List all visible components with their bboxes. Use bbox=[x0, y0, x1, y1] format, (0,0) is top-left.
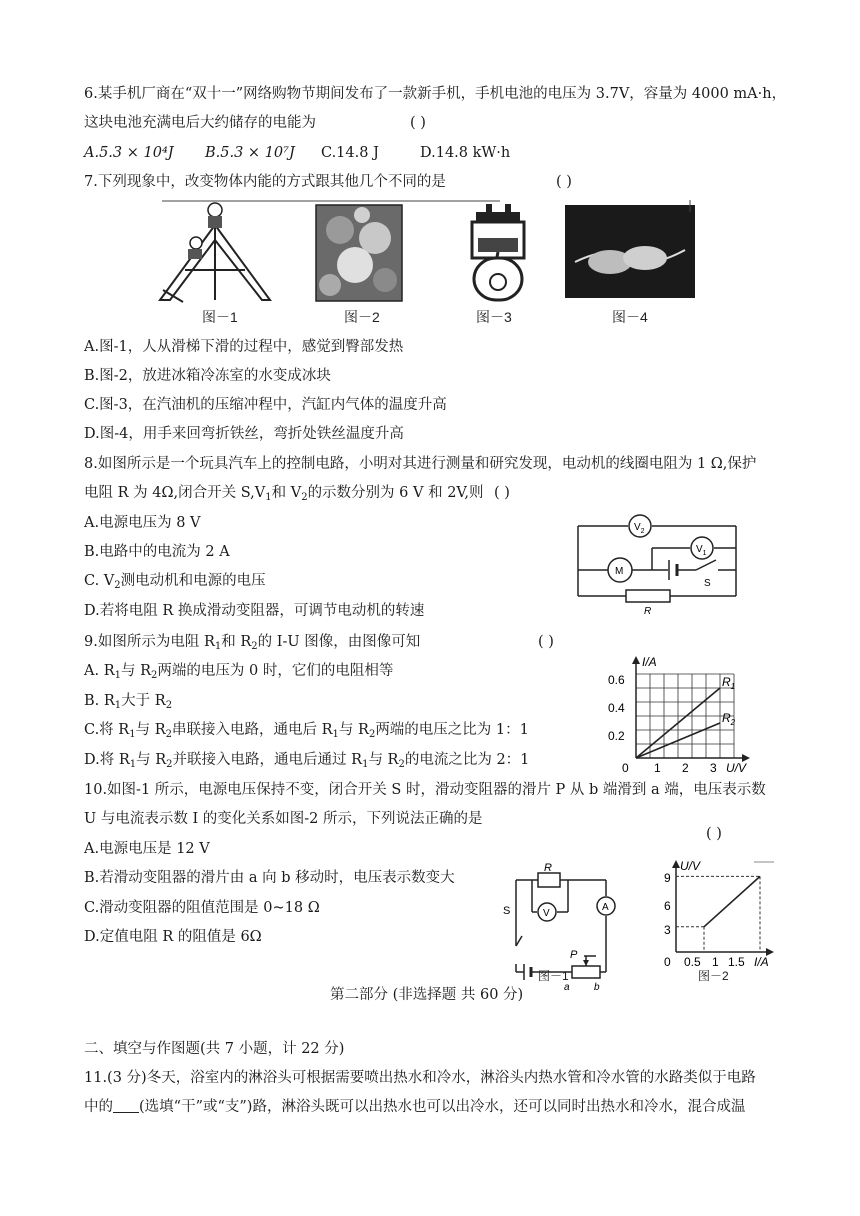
fig3-label: 图－3 bbox=[476, 309, 512, 325]
q9-y-tick-0.6: 0.6 bbox=[608, 673, 625, 687]
q10-y-tick-6: 6 bbox=[664, 899, 671, 913]
q11-stem-line2: 中的 (选填“干”或“支”)路，淋浴头既可以出热水也可以出冷水，还可以同时出热水和冷水，混合成温 bbox=[84, 1099, 746, 1115]
q10-option-a: A.电源电压是 12 V bbox=[84, 841, 210, 857]
q10-v-label: V bbox=[543, 908, 550, 919]
q9-option-a: A. $R_1$与 $R_2$两端的电压为 0 时，它们的电阻相等 bbox=[84, 663, 394, 681]
q7-answer-bracket: ( ) bbox=[556, 174, 572, 190]
q10-y-label: U/V bbox=[680, 859, 701, 873]
q10-end-a-label: a bbox=[564, 982, 570, 990]
q9-option-b: B. $R_1$大于 $R_2$ bbox=[84, 693, 173, 711]
q10-stem-line2: U 与电流表示数 I 的变化关系如图-2 所示，下列说法正确的是 bbox=[84, 811, 483, 827]
q8-stem-line1: 8.如图所示是一个玩具汽车上的控制电路，小明对其进行测量和研究发现，电动机的线圈电阻为 1 Ω,保护 bbox=[84, 456, 757, 472]
ice-figure bbox=[316, 205, 402, 301]
q10-resistor-symbol bbox=[538, 873, 560, 887]
q9-y-arrow bbox=[632, 656, 640, 664]
q8-answer-bracket: ( ) bbox=[494, 485, 510, 501]
fig4-label: 图－4 bbox=[612, 309, 648, 325]
q11-answer-blank[interactable] bbox=[113, 1098, 139, 1113]
q9-x-tick-3: 3 bbox=[710, 761, 717, 775]
q8-circuit-diagram bbox=[572, 510, 748, 618]
q9-stem: 9.如图所示为电阻 $R_1$和 $R_2$的 I-U 图像，由图像可知 bbox=[84, 634, 421, 652]
q10-a-label: A bbox=[602, 902, 609, 913]
q10-answer-bracket: ( ) bbox=[706, 826, 722, 842]
part2-title: 第二部分 (非选择题 共 60 分) bbox=[330, 987, 524, 1003]
q6-stem-line1: 6.某手机厂商在“双十一”网络购物节期间发布了一款新手机，手机电池的电压为 3.7V，容量为 4000 mA·h， bbox=[84, 86, 787, 102]
q10-origin: 0 bbox=[664, 955, 671, 968]
section2-title: 二、填空与作图题(共 7 小题，计 22 分) bbox=[84, 1041, 345, 1057]
q10-y-arrow bbox=[672, 860, 680, 868]
q10-stem-line1: 10.如图-1 所示，电源电压保持不变，闭合开关 S 时，滑动变阻器的滑片 P 从 b 端滑到 a 端，电压表示数 bbox=[84, 782, 766, 798]
q10-slider-arrow bbox=[583, 960, 589, 966]
fig1-label: 图－1 bbox=[202, 309, 238, 325]
q9-x-label: U/V bbox=[726, 761, 747, 775]
motor-label: M bbox=[615, 566, 624, 577]
q10-ui-segment bbox=[704, 876, 760, 926]
resistor-label: R bbox=[644, 606, 652, 617]
q10-y-tick-9: 9 bbox=[664, 871, 671, 885]
q7-option-a: A.图-1，人从滑梯下滑的过程中，感觉到臀部发热 bbox=[84, 339, 404, 355]
engine-figure bbox=[472, 204, 524, 300]
q6-stem-line2: 这块电池充满电后大约储存的电能为 bbox=[84, 115, 316, 131]
q8-option-d: D.若将电阻 R 换成滑动变阻器，可调节电动机的转速 bbox=[84, 603, 425, 619]
q9-option-d: D.将 $R_1$与 $R_2$并联接入电路，通电后通过 $R_1$与 $R_2$的电流之比为 2：1 bbox=[84, 752, 530, 770]
q7-option-c: C.图-3，在汽油机的压缩冲程中，汽缸内气体的温度升高 bbox=[84, 397, 447, 413]
q10-fig1-label: 图－1 bbox=[538, 969, 569, 983]
q10-ui-graph bbox=[648, 852, 798, 968]
q10-s-label: S bbox=[503, 905, 511, 917]
q6-option-c: C.14.8 J bbox=[321, 145, 379, 161]
q6-option-a: A.5.3 × 10⁴J bbox=[84, 145, 174, 161]
q9-iu-graph bbox=[592, 650, 762, 780]
switch-label: S bbox=[704, 578, 711, 589]
q10-r-label: R bbox=[544, 862, 552, 874]
q10-fig2-label: 图－2 bbox=[698, 969, 729, 983]
q10-x-tick-1.5: 1.5 bbox=[728, 955, 745, 968]
q10-x-label: I/A bbox=[754, 955, 769, 968]
q9-y-tick-0.4: 0.4 bbox=[608, 701, 625, 715]
wire-bending-figure bbox=[565, 200, 695, 298]
q10-x-tick-1: 1 bbox=[712, 955, 719, 968]
v2-label: $V_2$ bbox=[634, 522, 645, 535]
q8-option-c: C. $V_2$测电动机和电源的电压 bbox=[84, 573, 266, 591]
q9-x-tick-1: 1 bbox=[654, 761, 661, 775]
q7-stem: 7.下列现象中，改变物体内能的方式跟其他几个不同的是 bbox=[84, 174, 446, 190]
q9-origin: 0 bbox=[622, 761, 629, 775]
q10-option-d: D.定值电阻 R 的阻值是 6Ω bbox=[84, 929, 262, 945]
q9-y-tick-0.2: 0.2 bbox=[608, 729, 625, 743]
q9-answer-bracket: ( ) bbox=[538, 634, 554, 650]
q8-option-b: B.电路中的电流为 2 A bbox=[84, 544, 230, 560]
q9-r1-label: $R_1$ bbox=[722, 675, 736, 691]
q10-rheostat-symbol bbox=[572, 966, 600, 978]
q9-r2-label: $R_2$ bbox=[722, 711, 736, 727]
fig2-label: 图－2 bbox=[344, 309, 380, 325]
q10-option-c: C.滑动变阻器的阻值范围是 0~18 Ω bbox=[84, 900, 320, 916]
q10-end-b-label: b bbox=[594, 982, 600, 990]
q9-option-c: C.将 $R_1$与 $R_2$串联接入电路，通电后 $R_1$与 $R_2$两端的电压之比为 1：1 bbox=[84, 722, 529, 740]
v1-label: $V_1$ bbox=[696, 544, 707, 557]
q10-y-tick-3: 3 bbox=[664, 923, 671, 937]
q10-option-b: B.若滑动变阻器的滑片由 a 向 b 移动时，电压表示数变大 bbox=[84, 870, 455, 886]
q6-answer-bracket: ( ) bbox=[410, 115, 426, 131]
q6-option-b: B.5.3 × 10⁷J bbox=[205, 145, 295, 161]
q9-x-tick-2: 2 bbox=[682, 761, 689, 775]
q11-stem-line1: 11.(3 分)冬天，浴室内的淋浴头可根据需要喷出热水和冷水，淋浴头内热水管和冷水管的水路类似于电路 bbox=[84, 1070, 756, 1086]
q8-option-a: A.电源电压为 8 V bbox=[84, 515, 201, 531]
q7-option-d: D.图-4，用手来回弯折铁丝，弯折处铁丝温度升高 bbox=[84, 426, 404, 442]
q9-y-label: I/A bbox=[642, 655, 657, 669]
q7-option-b: B.图-2，放进冰箱冷冻室的水变成冰块 bbox=[84, 368, 331, 384]
q10-x-tick-0.5: 0.5 bbox=[684, 955, 701, 968]
resistor-symbol bbox=[626, 590, 670, 602]
q10-p-label: P bbox=[570, 949, 578, 961]
q6-option-d: D.14.8 kW·h bbox=[420, 145, 511, 161]
q8-stem-line2: 电阻 R 为 4Ω,闭合开关 $S,V_1$和 $V_2$的示数分别为 6 V 和 2V,则 bbox=[84, 485, 484, 503]
